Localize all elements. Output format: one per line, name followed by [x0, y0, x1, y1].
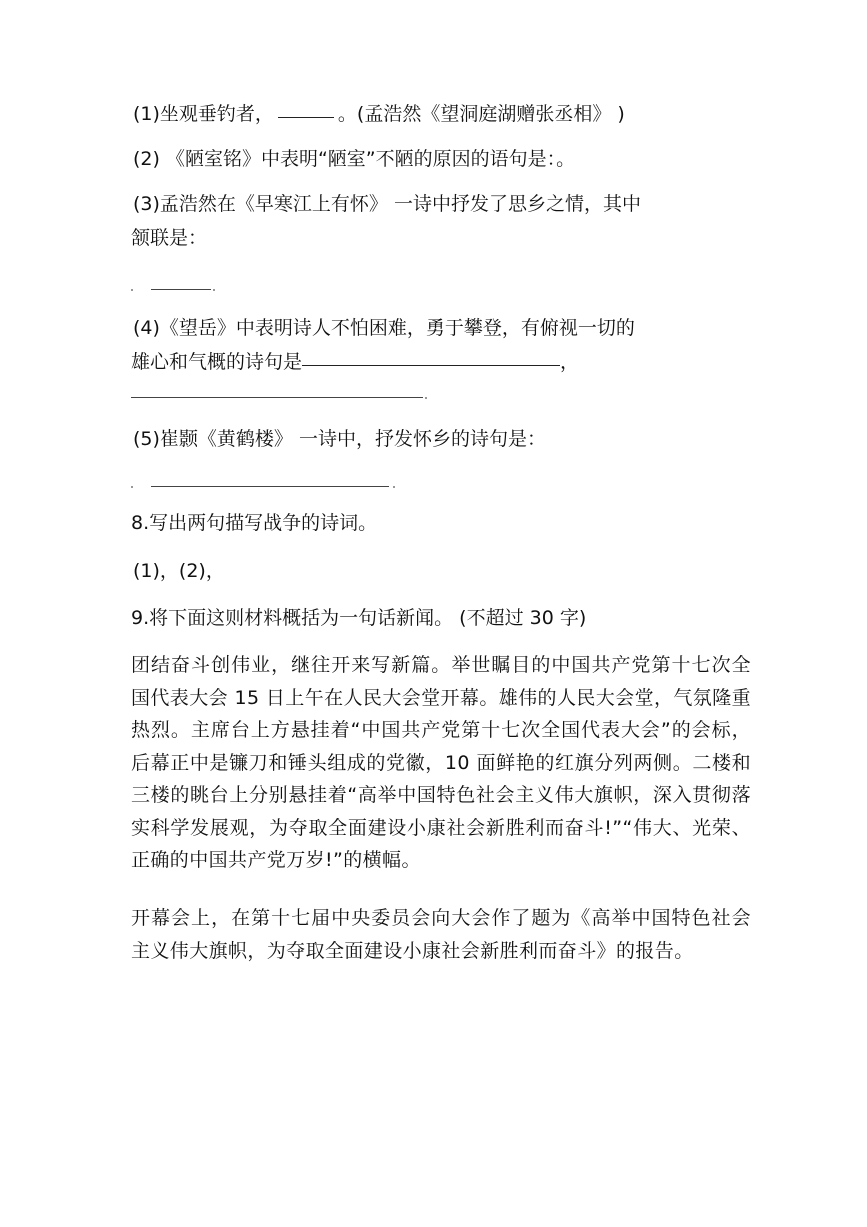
q7-item3-line1: (3)孟浩然在《早寒江上有怀》 一诗中抒发了思乡之情，其中	[133, 193, 641, 215]
q7-item1-prefix: (1)坐观垂钓者，	[133, 103, 274, 125]
answer-line-marker	[425, 397, 427, 399]
q7-item1	[133, 100, 625, 128]
answer-line-marker	[131, 486, 133, 488]
q9-material-paragraph-1: 团结奋斗创伟业，继往开来写新篇。举世瞩目的中国共产党第十七次全国代表大会 15 日上午在人民大会堂开幕。雄伟的人民大会堂，气氛隆重热烈。主席台上方悬挂着“中国共产党第十七次全国代表大会”的会标，后幕正中是镰刀和锤头组成的党徽，10 面鲜艳的红旗分列两侧。二楼和三楼的眺台上分别悬挂着“高举中国特色社会主义伟大旗帜，深入贯彻落实科学发展观，为夺取全面建设小康社会新胜利而奋斗!”“伟大、光荣、正确的中国共产党万岁!”的横幅。	[131, 654, 751, 871]
q7-item3-line2: 颔联是：	[131, 227, 208, 249]
q7-item4-suffix: ，	[560, 351, 580, 373]
answer-line-marker	[131, 289, 133, 291]
answer-line	[131, 397, 423, 398]
answer-line-marker	[213, 289, 215, 291]
q7-item4-prefix: 雄心和气概的诗句是	[131, 351, 303, 373]
q7-item4-line2	[131, 348, 579, 376]
q9-title: 9.将下面这则材料概括为一句话新闻。 (不超过 30 字)	[131, 607, 587, 629]
answer-blank	[278, 116, 334, 118]
q8-title: 8.写出两句描写战争的诗词。	[131, 512, 378, 534]
q7-item1-suffix: 。(孟浩然《望洞庭湖赠张丞相》 )	[337, 103, 625, 125]
q8-answers: (1)，(2)，	[133, 560, 225, 582]
q9-material-paragraph-2: 开幕会上，在第十七届中央委员会向大会作了题为《高举中国特色社会主义伟大旗帜，为夺取全面建设小康社会新胜利而奋斗》的报告。	[131, 907, 751, 962]
answer-blank	[302, 364, 560, 366]
q7-item2: (2) 《陋室铭》中表明“陋室”不陋的原因的语句是：。	[133, 148, 576, 170]
answer-line	[151, 289, 211, 290]
q7-item5: (5)崔颢《黄鹤楼》 一诗中，抒发怀乡的诗句是：	[133, 428, 546, 450]
q7-item4-line1: (4)《望岳》中表明诗人不怕困难，勇于攀登，有俯视一切的	[133, 317, 635, 339]
answer-line-marker	[393, 486, 395, 488]
answer-line	[151, 486, 389, 487]
